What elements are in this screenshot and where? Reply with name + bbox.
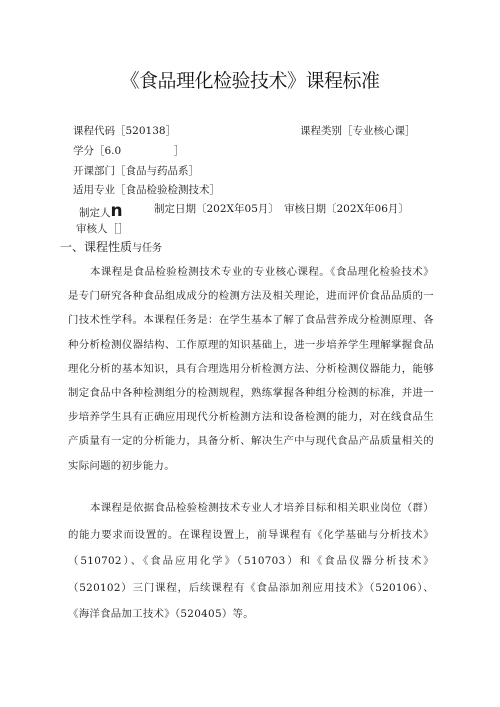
section-heading-suffix: 与任务 (132, 243, 163, 254)
course-type: 课程类别［专业核心课］ (300, 125, 416, 137)
credits: 学分［6.0 ］ (73, 145, 185, 157)
applicable-major: 适用专业［食品检验检测技术］ (73, 184, 220, 196)
author-mark: n (110, 201, 123, 221)
section-heading (60, 238, 162, 255)
author (79, 201, 123, 221)
paragraph-2: 本课程是依据食品检验检测技术专业人才培养目标和相关职业岗位（群）的能力要求而设置的。在课程设置上，前导课程有《化学基础与分析技术》（510702）、《食品应用化学》（510703）和《食品仪器分析技术》（520102）三门课程，后续课程有《食品添加剂应用技术》（520106）、《海洋食品加工技术》（520405）等。 (68, 502, 434, 620)
course-code: 课程代码［520138］ (73, 125, 177, 137)
department: 开课部门［食品与药品系］ (73, 165, 199, 177)
paragraph-1: 本课程是食品检验检测技术专业的专业核心课程。《食品理化检验技术》是专门研究各种食品组成成分的检测方法及相关理论，进而评价食品品质的一门技术性学科。本课程任务是：在学生基本了解了食品营养成分检测原理、各种分析检测仪器结构、工作原理的知识基础上，进一步培养学生理解掌握食品理化分析的基本知识，具有合理选用分析检测方法、分析检测仪器能力，能够制定食品中各种检测组分的检测规程，熟练掌握各种组分检测的标准，并进一步培养学生具有正确应用现代分析检测方法和设备检测的能力，对在线食品生产质量有一定的分析能力，具备分析、解决生产中与现代食品产品质量相关的实际问题的初步能力。 (68, 266, 434, 472)
section-heading-main: 一、课程性质 (60, 240, 133, 254)
made-date: 制定日期〔202X年05月〕 (154, 203, 279, 215)
author-label: 制定人 (79, 207, 111, 219)
review-date: 审核日期〔202X年06月〕 (284, 203, 409, 215)
reviewer: 审核人［］ (76, 223, 129, 235)
document-title: 《食品理化检验技术》课程标准 (120, 70, 380, 92)
